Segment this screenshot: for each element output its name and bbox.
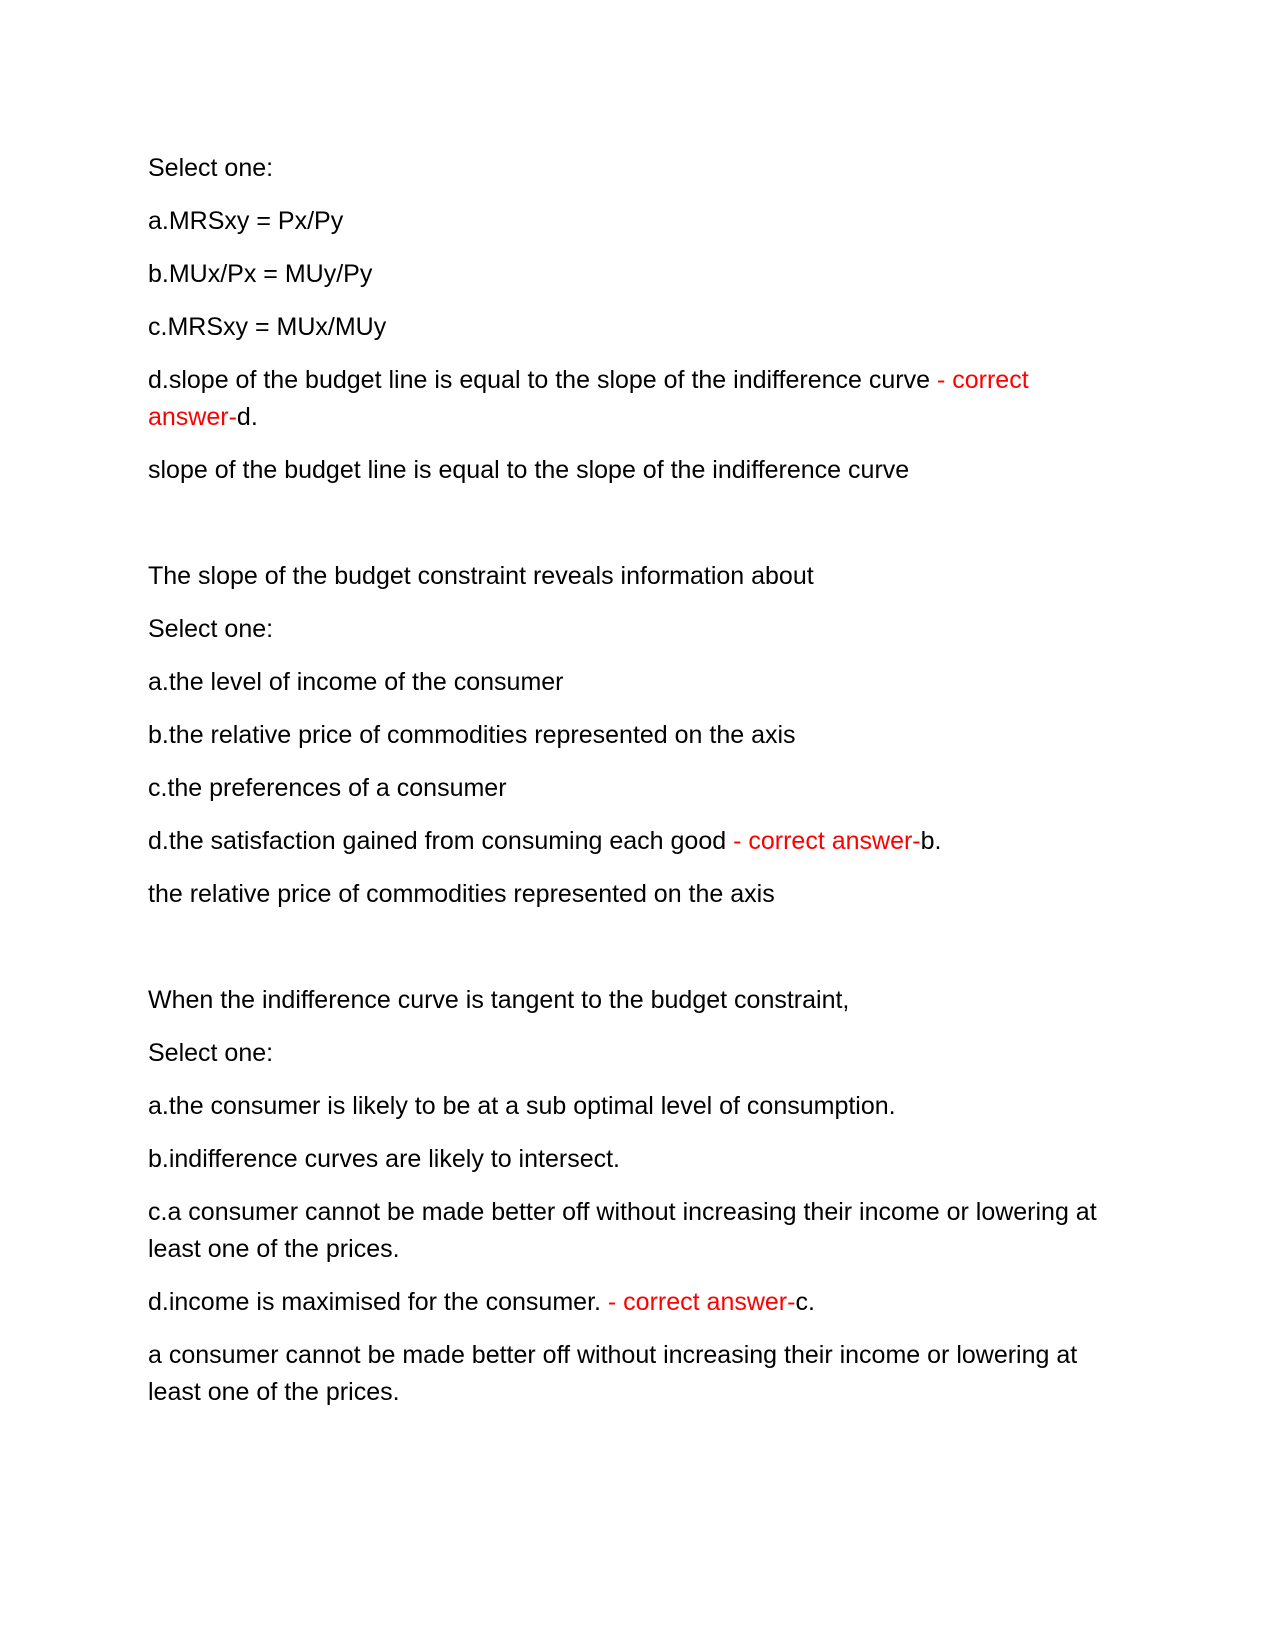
answer-text: a consumer cannot be made better off without increasing their income or lowering at least one of the prices. [148, 1341, 1078, 1406]
answer-letter: d. [236, 403, 258, 431]
option-d [148, 362, 1108, 436]
question-text: When the indifference curve is tangent to the budget constraint, [148, 986, 850, 1014]
option-a: a.the level of income of the consumer [148, 668, 564, 696]
option-c: c.the preferences of a consumer [148, 774, 507, 802]
spacer [148, 929, 1108, 982]
option-d-text: d.income is maximised for the consumer. [148, 1288, 601, 1316]
answer-text: slope of the budget line is equal to the slope of the indifference curve [148, 456, 910, 484]
option-a: a.the consumer is likely to be at a sub optimal level of consumption. [148, 1092, 896, 1120]
select-one-label: Select one: [148, 154, 274, 182]
document-page [148, 150, 1108, 1427]
select-one-label: Select one: [148, 615, 274, 643]
option-b: b.indifference curves are likely to intersect. [148, 1145, 620, 1173]
spacer [148, 505, 1108, 558]
option-b: b.the relative price of commodities represented on the axis [148, 721, 796, 749]
correct-answer-marker: - correct answer- [148, 366, 1029, 431]
answer-letter: b. [920, 827, 942, 855]
option-d-text: d.slope of the budget line is equal to the slope of the indifference curve [148, 366, 931, 394]
question-1 [148, 150, 1108, 489]
option-d [148, 823, 1108, 860]
option-c: c.MRSxy = MUx/MUy [148, 313, 387, 341]
option-c: c.a consumer cannot be made better off without increasing their income or lowering at least one of the prices. [148, 1198, 1097, 1263]
option-a: a.MRSxy = Px/Py [148, 207, 344, 235]
correct-answer-marker: - correct answer- [726, 827, 921, 855]
correct-answer-marker: - correct answer- [600, 1288, 796, 1316]
option-d [148, 1284, 1108, 1321]
option-b: b.MUx/Px = MUy/Py [148, 260, 373, 288]
question-2 [148, 558, 1108, 913]
answer-text: the relative price of commodities represented on the axis [148, 880, 775, 908]
question-text: The slope of the budget constraint reveals information about [148, 562, 814, 590]
select-one-label: Select one: [148, 1039, 274, 1067]
question-3 [148, 982, 1108, 1411]
option-d-text: d.the satisfaction gained from consuming each good [148, 827, 727, 855]
answer-letter: c. [795, 1288, 815, 1316]
